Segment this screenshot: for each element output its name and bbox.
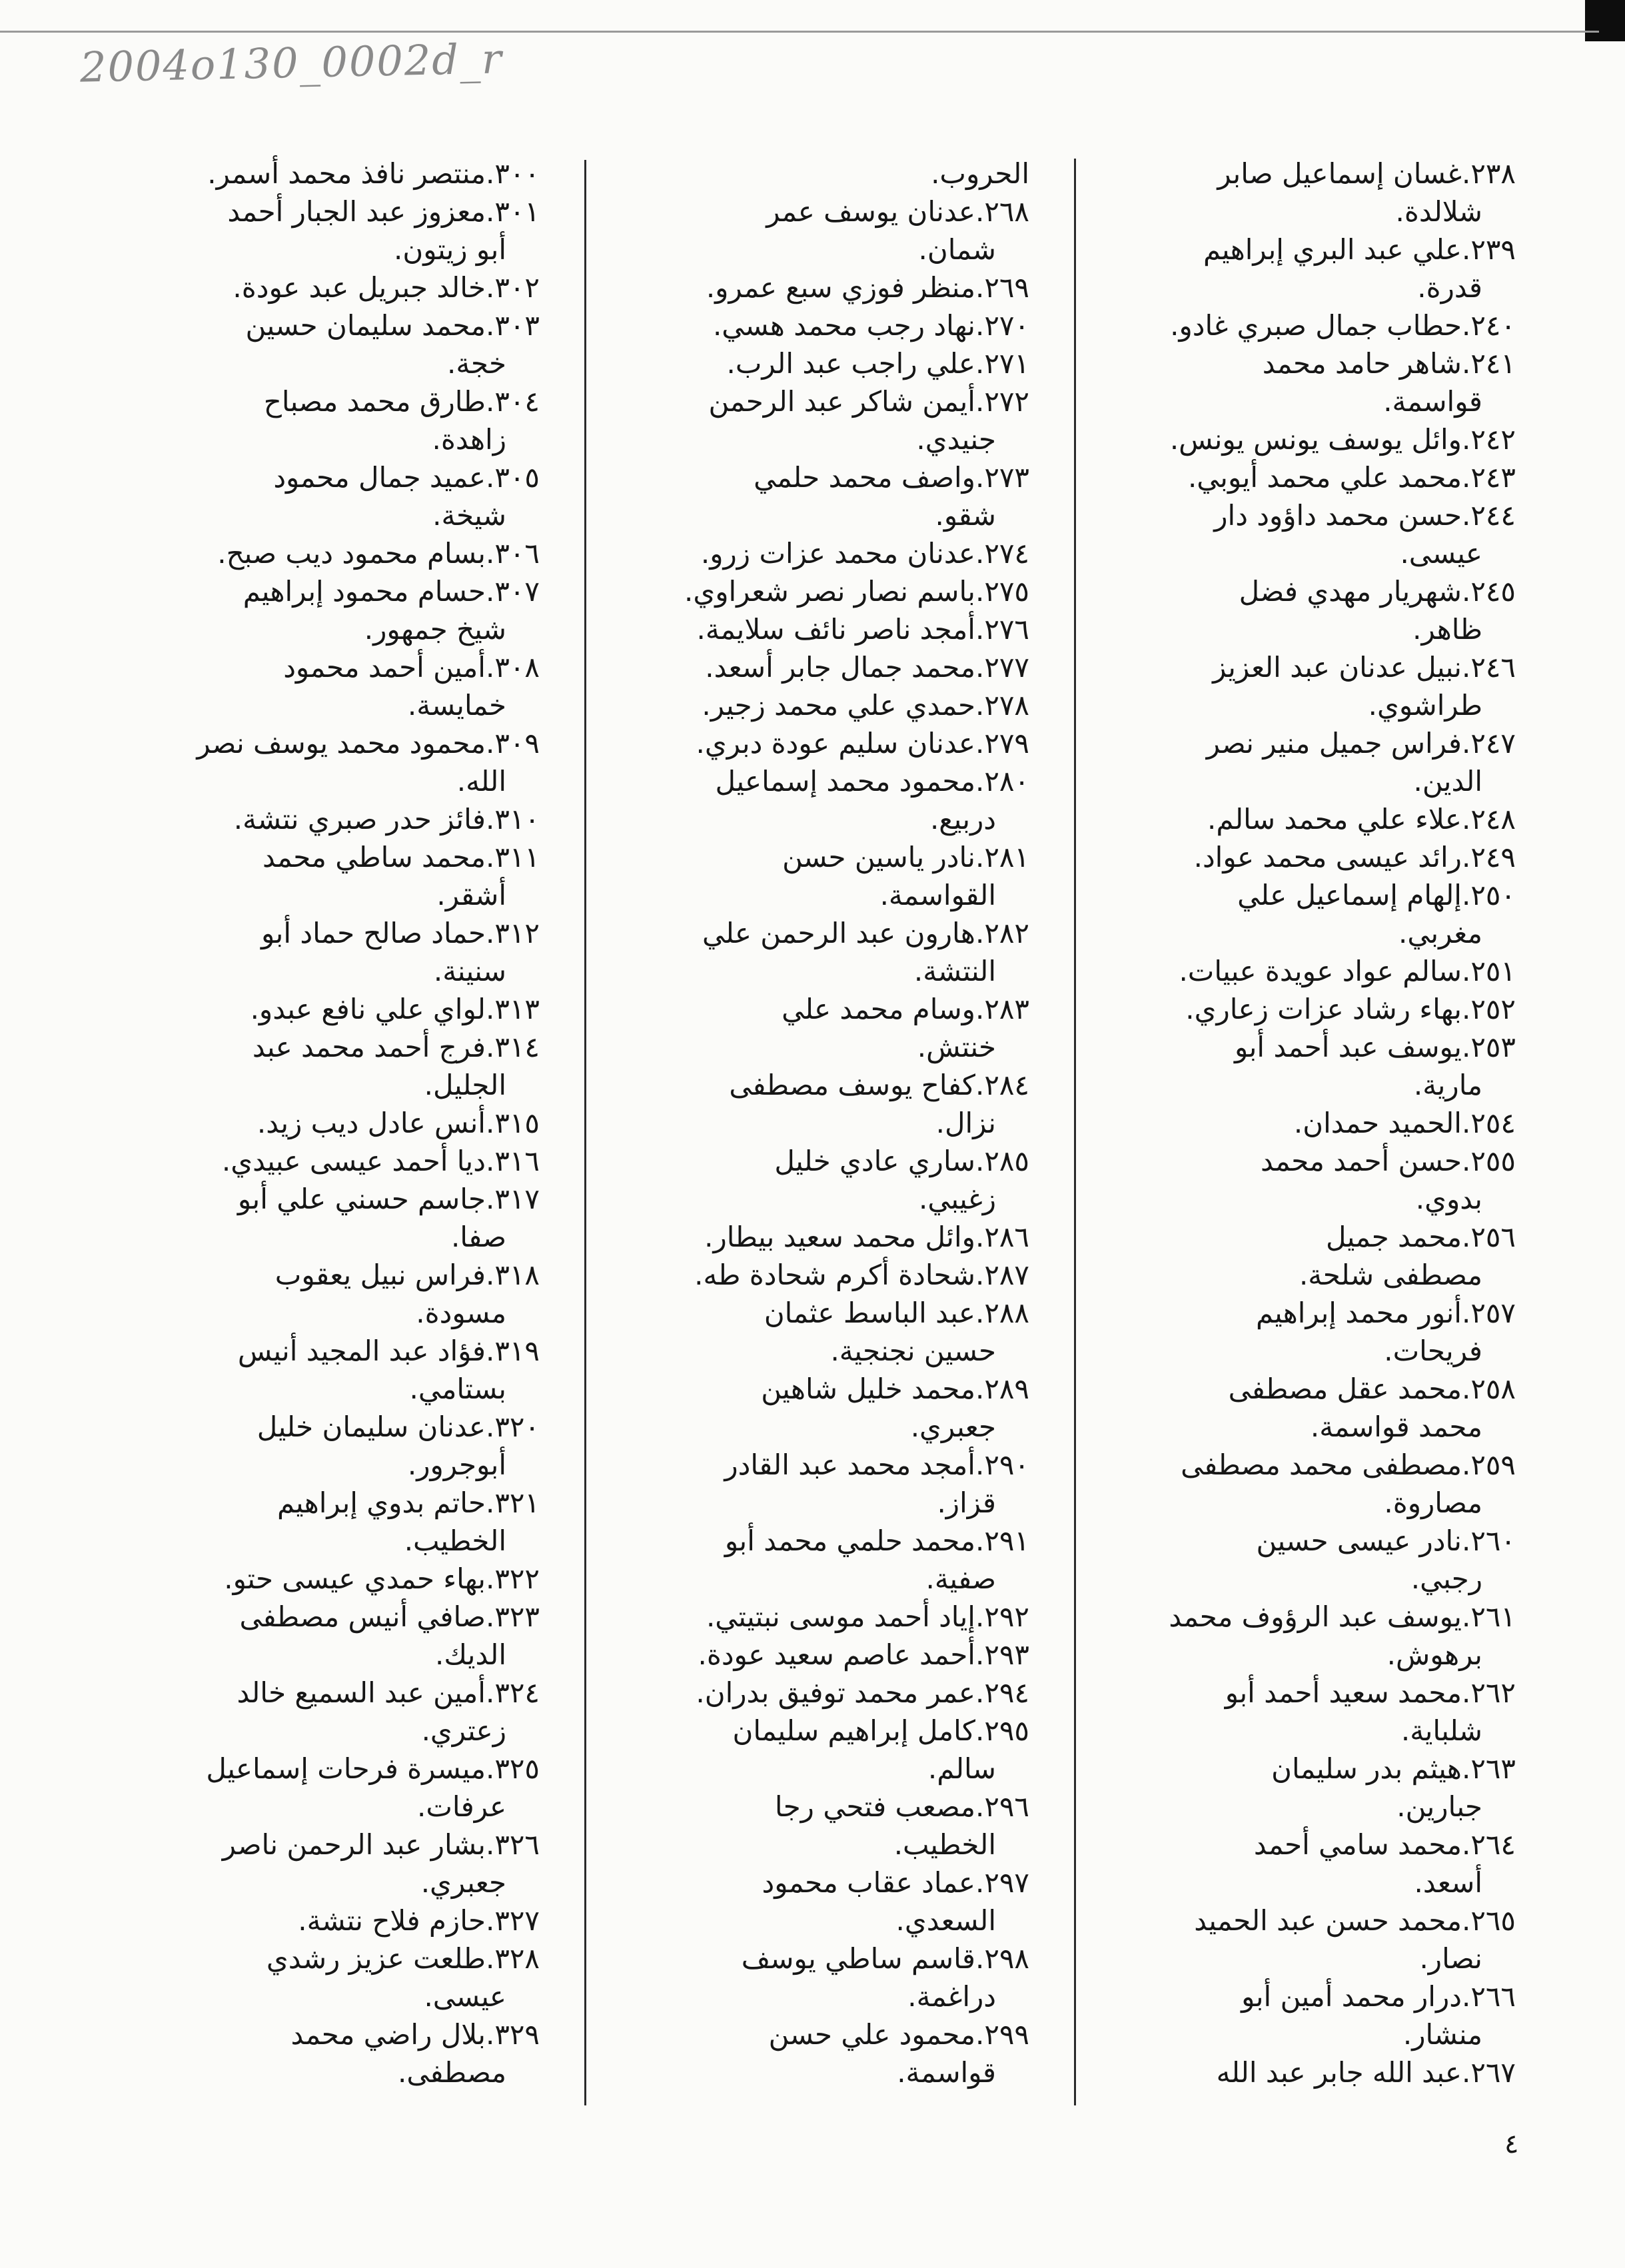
name-entry-line: ۲٥۹.مصطفى محمد مصطفى (1181, 1448, 1516, 1481)
name-entry-line: ۳۱٤.فرج أحمد محمد عبد (252, 1031, 540, 1063)
name-entry-line: نصار. (1419, 1942, 1482, 1975)
name-entry-line: جبارين. (1396, 1790, 1482, 1823)
name-entry-line: سنينة. (433, 955, 506, 987)
name-entry-line: ۲٤٦.نبيل عدنان عبد العزيز (1213, 651, 1516, 684)
name-entry-line: ۲۷۳.واصف محمد حلمي (754, 461, 1029, 494)
name-entry-line: منشار. (1402, 2018, 1482, 2051)
name-entry-line: ۲۷۸.حمدي علي محمد زجير. (702, 689, 1029, 722)
name-entry-line: ۲۷۷.محمد جمال جابر أسعد. (705, 651, 1029, 684)
name-entry-line: ۲٦۳.هيثم بدر سليمان (1271, 1752, 1516, 1785)
name-entry-line: ۲٤٤.حسن محمد داؤود دار (1214, 499, 1516, 532)
name-entry-line: بدوي. (1415, 1183, 1482, 1215)
name-entry-line: شيخة. (432, 499, 506, 532)
name-entry-line: بستامي. (409, 1373, 506, 1405)
name-entry-line: النتشة. (913, 955, 996, 987)
page-number: ٤ (1504, 2129, 1519, 2159)
name-entry-line: شيخ جمهور. (364, 613, 506, 646)
name-entry-line: فريحات. (1384, 1335, 1482, 1367)
name-entry-line: ۲٦٦.درار محمد أمين أبو (1241, 1980, 1516, 2013)
name-entry-line: مغربي. (1398, 917, 1482, 949)
name-entry-line: ۲٦٤.محمد سامي أحمد (1253, 1828, 1516, 1861)
name-entry-line: ۳۱۳.لواي علي نافع عبدو. (250, 993, 540, 1025)
names-column-left (140, 155, 540, 2091)
name-entry-line: ۳۱۷.جاسم حسني علي أبو (237, 1183, 540, 1215)
name-entry-line: صفية. (925, 1562, 996, 1595)
name-entry-line: ۲۸٦.وائل محمد سعيد بيطار. (704, 1221, 1029, 1253)
name-entry-line: ۳۰٥.عميد جمال محمود (273, 461, 540, 494)
name-entry-line: أبوجرور. (407, 1448, 506, 1481)
name-entry-line: ۲۳۹.علي عبد البري إبراهيم (1203, 233, 1516, 266)
name-entry-line: ۳۱۱.محمد ساطي محمد (262, 841, 540, 873)
name-entry-line: الدين. (1413, 765, 1482, 798)
name-entry-line: دربيع. (929, 803, 996, 836)
name-entry-line: قزاز. (937, 1486, 996, 1519)
name-entry-line: ۲۸۰.محمود محمد إسماعيل (715, 765, 1029, 798)
name-entry-line: ۲٥٥.حسن أحمد محمد (1260, 1145, 1516, 1177)
name-entry-line: ۲٥۱.سالم عواد عويدة عبيات. (1179, 955, 1516, 987)
name-entry-line: ۲٥۲.بهاء رشاد عزات زعاري. (1185, 993, 1516, 1025)
column-divider-right (1074, 159, 1076, 2105)
name-entry-line: ۳۲٥.ميسرة فرحات إسماعيل (206, 1752, 540, 1785)
name-entry-line: قواسمة. (1383, 385, 1482, 418)
name-entry-line: ۲٤۳.محمد علي محمد أيوبي. (1187, 461, 1516, 494)
name-entry-line: شقو. (935, 499, 996, 532)
name-entry-line: ۲۷۱.علي راجب عبد الرب. (726, 347, 1029, 380)
name-entry-line: ۲٤۲.وائل يوسف يونس يونس. (1169, 423, 1516, 456)
name-entry-line: خنتش. (917, 1031, 996, 1063)
name-entry-line: ۲۷٦.أمجد ناصر نائف سلايمة. (696, 613, 1029, 646)
name-entry-line: ۲٤۸.علاء علي محمد سالم. (1207, 803, 1516, 836)
name-entry-line: مصطفى شلحة. (1299, 1259, 1482, 1291)
name-entry-line: الخطيب. (893, 1828, 996, 1861)
name-entry-line: ۲۹٦.مصعب فتحي رجا (774, 1790, 1029, 1823)
name-entry-line: ۳۰٦.بسام محمود ديب صبح. (217, 537, 540, 570)
name-entry-line: ۲٥٦.محمد جميل (1325, 1221, 1516, 1253)
name-entry-line: ۲٤۱.شاهر حامد محمد (1262, 347, 1516, 380)
name-entry-line: برهوش. (1386, 1638, 1482, 1671)
name-entry-line: ۲۸۹.محمد خليل شاهين (761, 1373, 1029, 1405)
name-entry-line: ۳۱۸.فراس نبيل يعقوب (274, 1259, 540, 1291)
name-entry-line: ۲٤۹.رائد عيسى محمد عواد. (1193, 841, 1516, 873)
name-entry-line: ۲٥۷.أنور محمد إبراهيم (1256, 1297, 1516, 1329)
handwritten-archive-id: 2004o130_0002d_r (79, 34, 504, 92)
name-entry-line: ۳۲۹.بلال راضي محمد (290, 2018, 540, 2051)
name-entry-line: دراغمة. (907, 1980, 996, 2013)
column-divider-left (584, 160, 586, 2105)
name-entry-line: ۲٥۰.إلهام إسماعيل علي (1237, 879, 1516, 911)
name-entry-line: شلباية. (1400, 1714, 1482, 1747)
name-entry-line: السعدي. (895, 1904, 996, 1937)
name-entry-line: الخطيب. (404, 1524, 506, 1557)
name-entry-line: ۳۰٤.طارق محمد مصباح (263, 385, 540, 418)
name-entry-line: طراشوي. (1368, 689, 1482, 722)
name-entry-line: ۳۲۳.صافي أنيس مصطفى (239, 1600, 540, 1633)
name-entry-line: ۳۲٤.أمين عبد السميع خالد (237, 1676, 540, 1709)
name-entry-line: ۲۸۱.نادر ياسين حسن (782, 841, 1029, 873)
name-entry-line: رجبي. (1410, 1562, 1482, 1595)
name-entry-line: ۳۰۸.أمين أحمد محمود (283, 651, 540, 684)
name-entry-line: زغيبي. (919, 1183, 996, 1215)
name-entry-line: مسودة. (416, 1297, 506, 1329)
name-entry-line: ظاهر. (1412, 613, 1482, 646)
name-entry-line: خمايسة. (407, 689, 506, 722)
name-entry-line: ۳۲۰.عدنان سليمان خليل (257, 1411, 540, 1443)
name-entry-line: ۲٥۳.يوسف عبد أحمد أبو (1235, 1031, 1516, 1063)
name-entry-line: ۳۰۹.محمود محمد يوسف نصر (197, 727, 540, 760)
name-entry-line: ۲۹۲.إياد أحمد موسى نبتيتي. (706, 1600, 1029, 1633)
name-entry-line: الله. (456, 765, 506, 798)
name-entry-line: ۲۷٤.عدنان محمد عزات زرو. (700, 537, 1029, 570)
name-entry-line: سالم. (927, 1752, 996, 1785)
name-entry-line: ۲۹۸.قاسم ساطي يوسف (741, 1942, 1029, 1975)
name-entry-line: جعبري. (910, 1411, 996, 1443)
name-entry-line: زعتري. (421, 1714, 506, 1747)
name-entry-line: ۲۸۳.وسام محمد علي (782, 993, 1029, 1025)
name-entry-line: أسعد. (1414, 1866, 1482, 1899)
name-entry-line: عيسى. (1400, 537, 1482, 570)
name-entry-line: ۳۰۲.خالد جبريل عبد عودة. (233, 271, 540, 304)
name-entry-line: ۲٥۸.محمد عقل مصطفى (1228, 1373, 1516, 1405)
name-entry-line: حسين نجنجية. (830, 1335, 996, 1367)
name-entry-line: ۲٤٥.شهريار مهدي فضل (1239, 575, 1516, 608)
name-entry-line: ۲۹۹.محمود علي حسن (768, 2018, 1029, 2051)
name-entry-line: قواسمة. (897, 2056, 996, 2089)
name-entry-line: جنيدي. (916, 423, 996, 456)
name-entry-line: الجليل. (424, 1069, 506, 1101)
page-top-edge (0, 31, 1599, 33)
name-entry-line: صفا. (450, 1221, 506, 1253)
name-entry-line: ۲٦۰.نادر عيسى حسين (1256, 1524, 1516, 1557)
name-entry-line: ۳۰۷.حسام محمود إبراهيم (243, 575, 540, 608)
name-entry-line: جعبري. (420, 1866, 506, 1899)
name-entry-line: ۳۲۸.طلعت عزيز رشدي (266, 1942, 540, 1975)
name-entry-line: الحروب. (931, 157, 1029, 190)
name-entry-line: ۳۰۱.معزوز عبد الجبار أحمد (227, 195, 540, 228)
name-entry-line: ۲۷۰.نهاد رجب محمد هسي. (712, 309, 1029, 342)
name-entry-line: مارية. (1413, 1069, 1482, 1101)
name-entry-line: ۲۸٥.ساري عادي خليل (774, 1145, 1029, 1177)
name-entry-line: ۲٤۰.حطاب جمال صبري غادو. (1170, 309, 1516, 342)
name-entry-line: ۲۸۷.شحادة أكرم شحادة طه. (694, 1259, 1029, 1291)
name-entry-line: مصطفى. (398, 2056, 506, 2089)
name-entry-line: ۲۷۹.عدنان سليم عودة دبري. (696, 727, 1029, 760)
scan-corner-mark (1585, 0, 1625, 41)
name-entry-line: ۲۸۸.عبد الباسط عثمان (764, 1297, 1029, 1329)
name-entry-line: ۳۰۰.منتصر نافذ محمد أسمر. (207, 157, 540, 190)
name-entry-line: ۲۹۷.عماد عقاب محمود (762, 1866, 1029, 1899)
name-entry-line: خجة. (447, 347, 506, 380)
name-entry-line: ۲٦۸.عدنان يوسف عمر (766, 195, 1029, 228)
name-entry-line: محمد قواسمة. (1310, 1411, 1482, 1443)
name-entry-line: أشقر. (436, 879, 506, 911)
name-entry-line: ۲٥٤.الحميد حمدان. (1293, 1107, 1516, 1139)
name-entry-line: ۲٦٥.محمد حسن عبد الحميد (1194, 1904, 1516, 1937)
name-entry-line: ۲۹٤.عمر محمد توفيق بدران. (696, 1676, 1029, 1709)
name-entry-line: ۳۱۲.حماد صالح حماد أبو (261, 917, 540, 949)
name-entry-line: قدرة. (1417, 271, 1482, 304)
name-entry-line: ۲۷۲.أيمن شاكر عبد الرحمن (708, 385, 1029, 418)
names-column-middle (630, 155, 1029, 2091)
name-entry-line: ۳۱٥.أنس عادل ديب زيد. (257, 1107, 540, 1139)
name-entry-line: الديك. (435, 1638, 506, 1671)
name-entry-line: ۲۹۳.أحمد عاصم سعيد عودة. (698, 1638, 1029, 1671)
name-entry-line: ۲۹۱.محمد حلمي محمد أبو (724, 1524, 1029, 1557)
name-entry-line: ۲٦۹.منظر فوزي سبع عمرو. (706, 271, 1029, 304)
name-entry-line: ۲٦۱.يوسف عبد الرؤوف محمد (1169, 1600, 1516, 1633)
name-entry-line: ۳۱٦.ديا أحمد عيسى عبيدي. (221, 1145, 540, 1177)
name-entry-line: ۲۹۰.أمجد محمد عبد القادر (724, 1448, 1029, 1481)
name-entry-line: ۲٦۷.عبد الله جابر عبد الله (1216, 2056, 1516, 2089)
name-entry-line: ۲۸۲.هارون عبد الرحمن علي (702, 917, 1029, 949)
name-entry-line: ۳۲۲.بهاء حمدي عيسى حتو. (224, 1562, 540, 1595)
name-entry-line: ۳۲۷.حازم فلاح نتشة. (298, 1904, 540, 1937)
name-entry-line: مصاروة. (1384, 1486, 1482, 1519)
name-entry-line: ۳۰۳.محمد سليمان حسين (245, 309, 540, 342)
name-entry-line: القواسمة. (879, 879, 996, 911)
name-entry-line: أبو زيتون. (394, 233, 506, 266)
name-entry-line: ۳۲٦.بشار عبد الرحمن ناصر (222, 1828, 540, 1861)
name-entry-line: شلالدة. (1395, 195, 1482, 228)
names-column-right (1129, 155, 1516, 2091)
name-entry-line: ۲۳۸.غسان إسماعيل صابر (1217, 157, 1516, 190)
name-entry-line: ۲۷٥.باسم نصار نصر شعراوي. (684, 575, 1029, 608)
name-entry-line: ۳۱۰.فائز حدر صبري نتشة. (233, 803, 540, 836)
name-entry-line: شمان. (918, 233, 996, 266)
name-entry-line: ۲٦۲.محمد سعيد أحمد أبو (1225, 1676, 1516, 1709)
name-entry-line: ۲۹٥.كامل إبراهيم سليمان (732, 1714, 1029, 1747)
name-entry-line: ۲۸٤.كفاح يوسف مصطفى (729, 1069, 1029, 1101)
name-entry-line: عيسى. (424, 1980, 506, 2013)
name-entry-line: ۳۲۱.حاتم بدوي إبراهيم (276, 1486, 540, 1519)
name-entry-line: ۲٤۷.فراس جميل منير نصر (1206, 727, 1516, 760)
name-entry-line: نزال. (935, 1107, 996, 1139)
name-entry-line: زاهدة. (432, 423, 506, 456)
name-entry-line: ۳۱۹.فؤاد عبد المجيد أنيس (237, 1335, 540, 1367)
name-entry-line: عرفات. (417, 1790, 506, 1823)
